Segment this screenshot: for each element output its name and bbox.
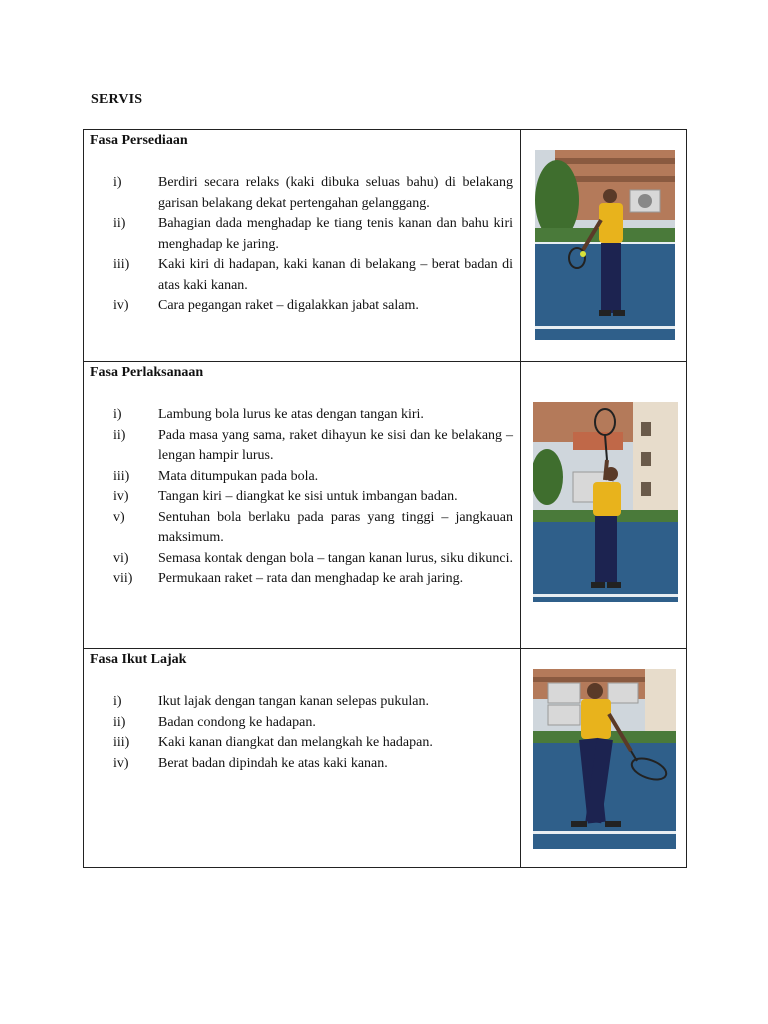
tennis-player-follow-through-photo bbox=[533, 669, 676, 849]
list-item bbox=[84, 173, 520, 214]
phase-text-cell bbox=[84, 649, 521, 868]
step-number: iv) bbox=[113, 489, 129, 504]
step-text: Berdiri secara relaks (kaki dibuka seluas bahu) di belakang garisan belakang dekat pertengahan gelanggang. bbox=[158, 175, 513, 211]
list-item bbox=[84, 467, 520, 488]
step-number: iii) bbox=[113, 735, 130, 750]
document-title: SERVIS bbox=[91, 92, 143, 107]
tennis-player-serve-photo bbox=[533, 402, 678, 602]
list-item bbox=[84, 692, 520, 713]
step-number: iii) bbox=[113, 468, 130, 484]
step-number: v) bbox=[113, 509, 125, 525]
step-number: ii) bbox=[113, 216, 126, 231]
step-text: Kaki kiri di hadapan, kaki kanan di belakang – berat badan di atas kaki kanan. bbox=[158, 257, 513, 293]
list-item bbox=[84, 487, 520, 508]
phase-row-persediaan bbox=[84, 130, 687, 362]
phase-text-cell bbox=[84, 130, 521, 362]
step-number: iv) bbox=[113, 298, 129, 313]
list-item bbox=[84, 754, 520, 775]
step-text: Lambung bola lurus ke atas dengan tangan kiri. bbox=[158, 407, 424, 422]
phase-row-ikut-lajak bbox=[84, 649, 687, 868]
step-text: Kaki kanan diangkat dan melangkah ke hadapan. bbox=[158, 735, 433, 750]
step-number: i) bbox=[113, 175, 122, 190]
phase-heading: Fasa Perlaksanaan bbox=[90, 365, 204, 380]
list-item bbox=[84, 508, 520, 549]
phase-photo-cell bbox=[521, 362, 687, 649]
phase-photo-cell bbox=[521, 649, 687, 868]
list-item bbox=[84, 733, 520, 754]
phase-text-cell bbox=[84, 362, 521, 649]
list-item bbox=[84, 255, 520, 296]
step-text: Sentuhan bola berlaku pada paras yang tinggi – jangkauan maksimum. bbox=[158, 509, 513, 545]
phase-row-perlaksanaan bbox=[84, 362, 687, 649]
step-number: i) bbox=[113, 694, 122, 709]
step-number: iii) bbox=[113, 257, 130, 272]
step-text: Ikut lajak dengan tangan kanan selepas pukulan. bbox=[158, 694, 429, 709]
list-item bbox=[84, 214, 520, 255]
step-text: Tangan kiri – diangkat ke sisi untuk imbangan badan. bbox=[158, 489, 458, 504]
servis-table bbox=[83, 129, 687, 868]
list-item bbox=[84, 426, 520, 467]
step-number: ii) bbox=[113, 714, 126, 730]
list-item bbox=[84, 569, 520, 590]
phase-heading: Fasa Ikut Lajak bbox=[90, 652, 187, 667]
list-item bbox=[84, 405, 520, 426]
step-text: Badan condong ke hadapan. bbox=[158, 714, 316, 730]
list-item bbox=[84, 296, 520, 317]
step-number: vii) bbox=[113, 571, 133, 586]
tennis-player-ready-photo bbox=[535, 150, 675, 340]
step-text: Cara pegangan raket – digalakkan jabat salam. bbox=[158, 298, 419, 313]
list-item bbox=[84, 549, 520, 570]
step-text: Permukaan raket – rata dan menghadap ke arah jaring. bbox=[158, 571, 464, 586]
phase-photo-cell bbox=[521, 130, 687, 362]
step-text: Pada masa yang sama, raket dihayun ke sisi dan ke belakang – lengan hampir lurus. bbox=[158, 427, 513, 463]
list-item bbox=[84, 713, 520, 734]
step-text: Berat badan dipindah ke atas kaki kanan. bbox=[158, 755, 388, 771]
step-number: vi) bbox=[113, 550, 129, 566]
step-number: ii) bbox=[113, 427, 126, 443]
step-number: i) bbox=[113, 407, 122, 422]
step-list bbox=[84, 405, 520, 590]
step-text: Bahagian dada menghadap ke tiang tenis kanan dan bahu kiri menghadap ke jaring. bbox=[158, 216, 513, 252]
step-text: Mata ditumpukan pada bola. bbox=[158, 468, 319, 484]
step-number: iv) bbox=[113, 755, 129, 771]
step-list bbox=[84, 173, 520, 317]
phase-heading: Fasa Persediaan bbox=[90, 133, 188, 148]
step-list bbox=[84, 692, 520, 774]
step-text: Semasa kontak dengan bola – tangan kanan lurus, siku dikunci. bbox=[158, 550, 513, 566]
